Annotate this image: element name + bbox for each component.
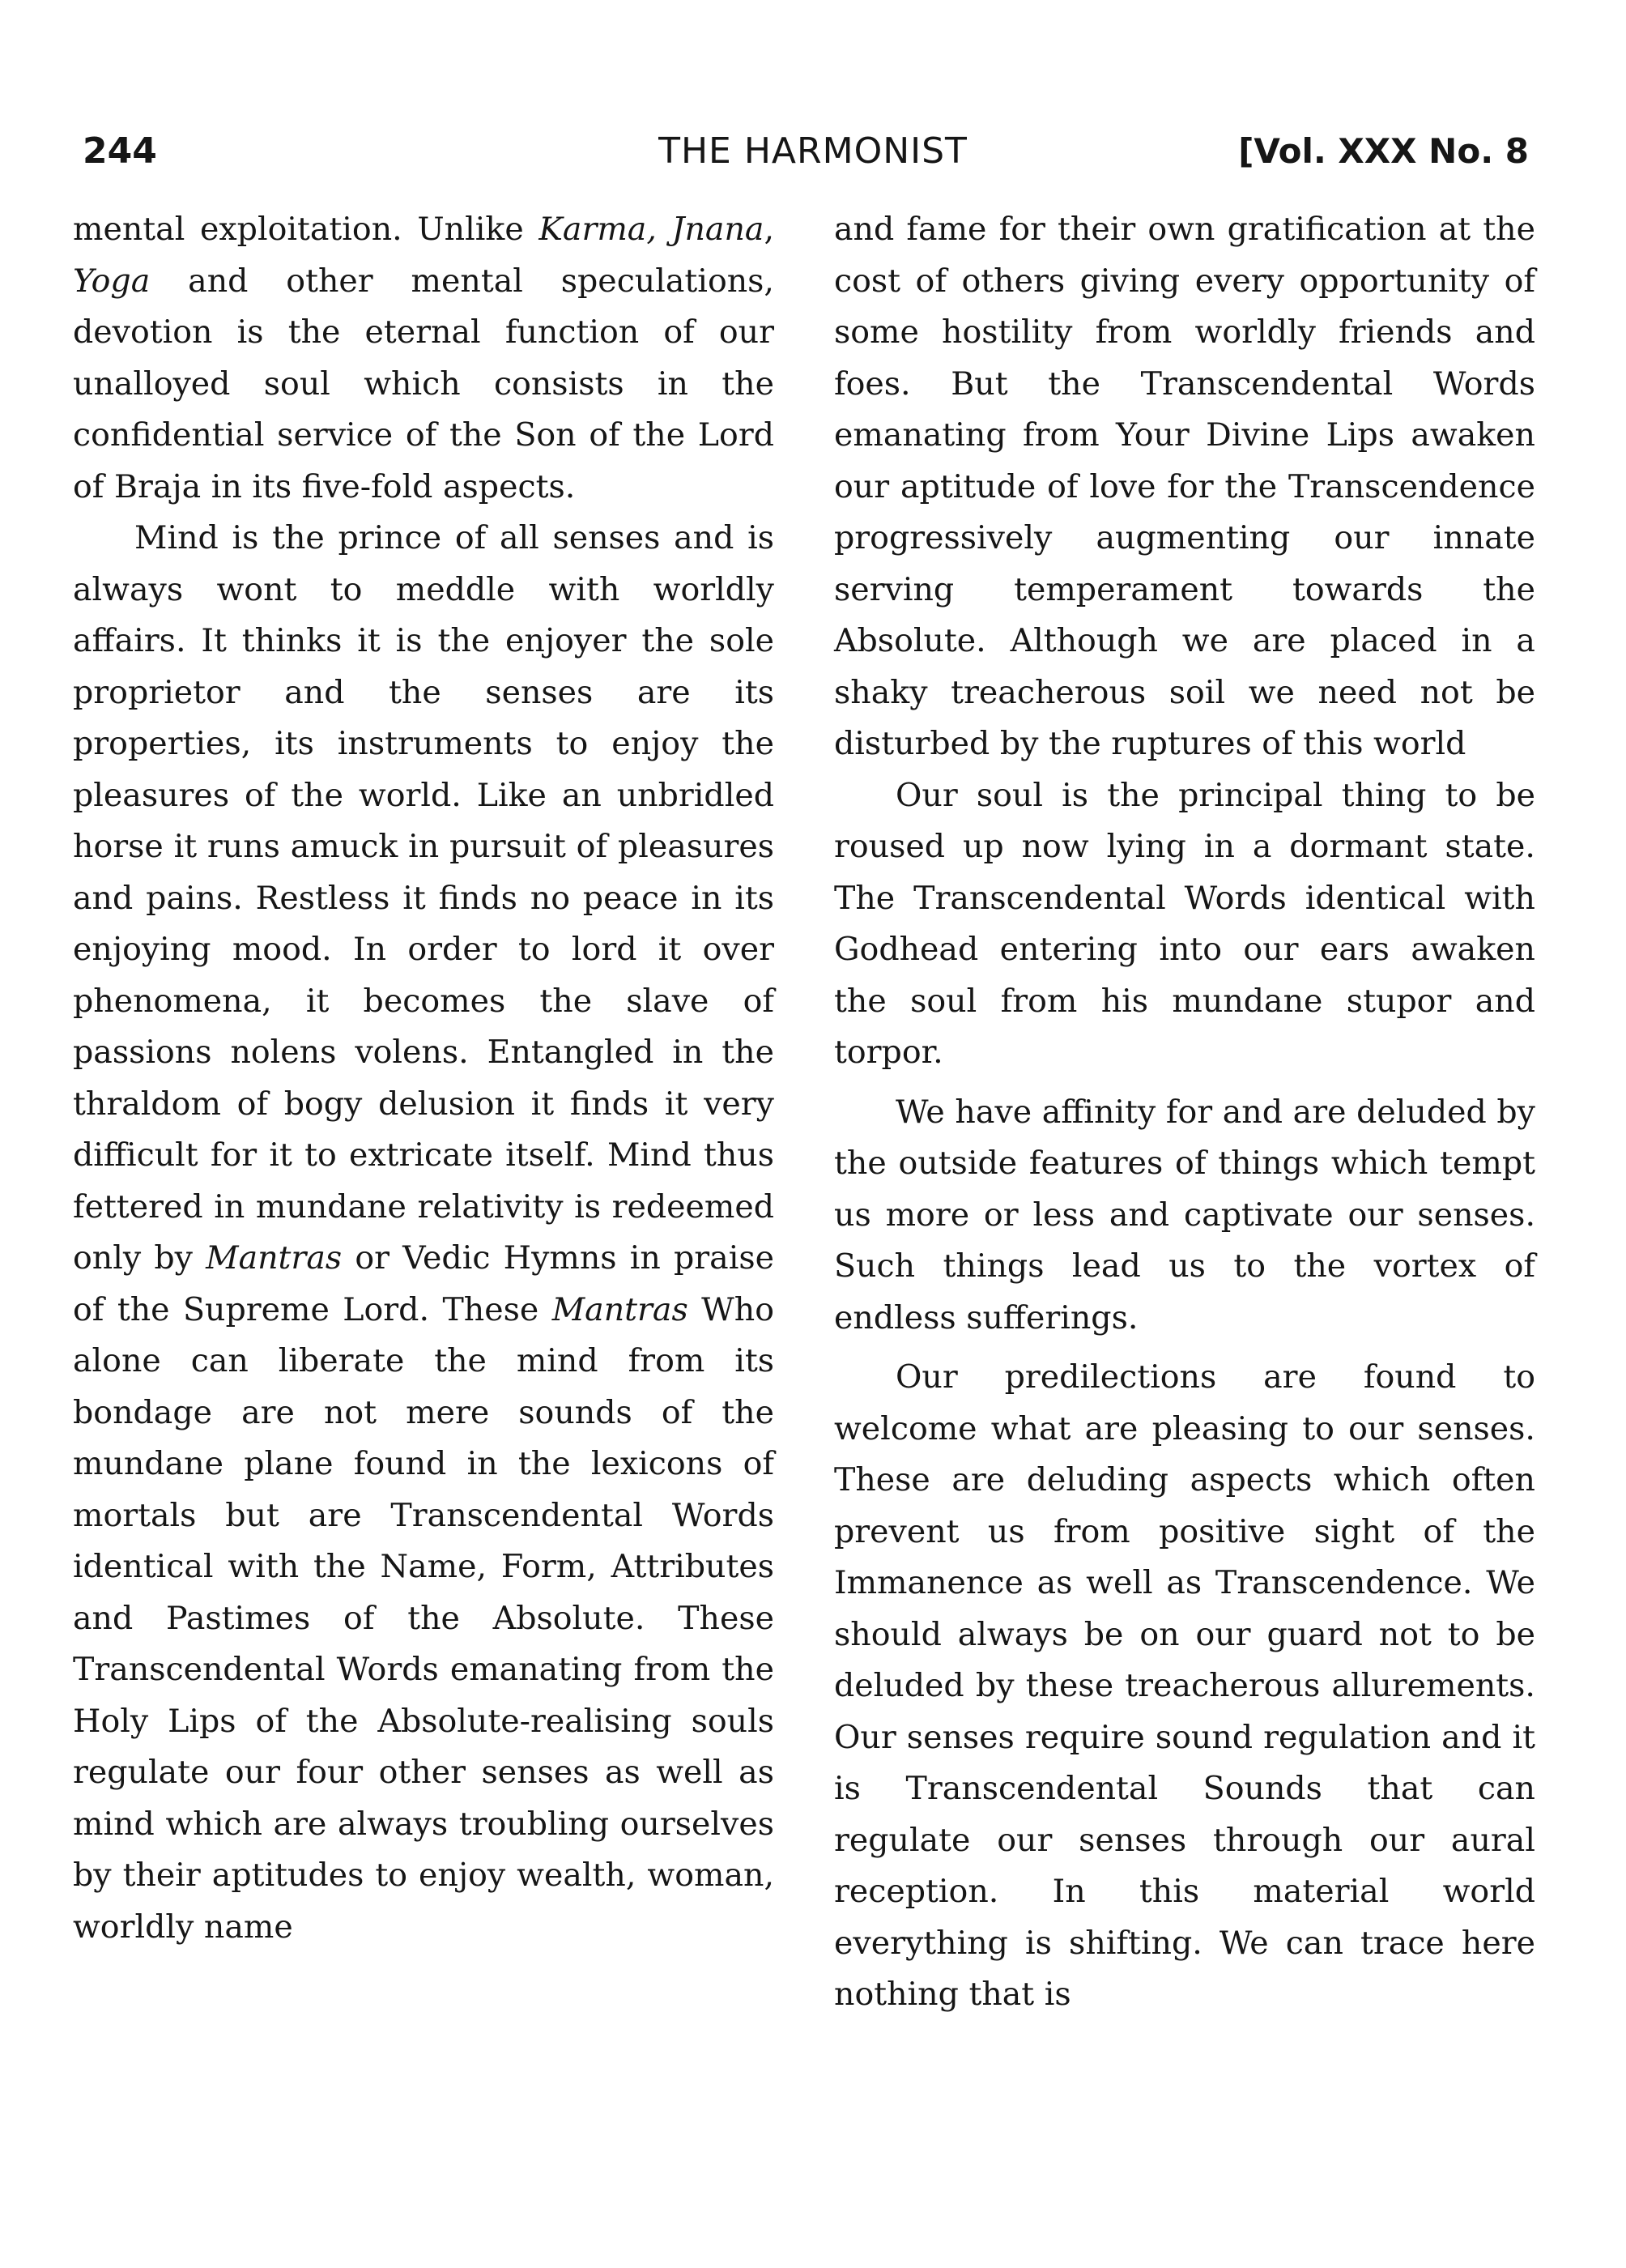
page-number: 244 — [83, 130, 157, 172]
paragraph-affinity: We have affinity for and are deluded by the outside features of things which tempt us more or less and captivate our senses. Such things lead us to the vortex of endless sufferings. — [834, 1093, 1535, 1336]
volume-issue: [Vol. XXX No. 8 — [1238, 131, 1529, 171]
paragraph-fame: and fame for their own gratification at the cost of others giving every opportunity of some hostility from worldly friends and foes. But the Transcendental Words emanating from Your Divine Lips awaken our aptitude of love for the Transcendence progressively augmenting our innate serving temperament towards the Absolute. Although we are placed in a shaky treacherous soil we need not be disturbed by the ruptures of this world — [834, 211, 1535, 762]
paragraph-soul: Our soul is the principal thing to be roused up now lying in a dormant state. The Transcendental Words identical with Godhead entering into our ears awaken the soul from his mundane stupor and torpor. — [834, 776, 1535, 1071]
right-column — [834, 204, 1535, 2021]
running-header — [0, 123, 1626, 180]
paragraph-devotion: mental exploitation. Unlike Karma, Jnana, Yoga and other mental speculations, devotion is the eternal function of our unalloyed soul which consists in the confidential service of the Son of the Lord of Braja in its five-fold aspects. — [73, 211, 775, 505]
paragraph-mind: Mind is the prince of all senses and is always wont to meddle with worldly affairs. It thinks it is the enjoyer the sole proprietor and the senses are its properties, its instruments to enjoy the pleasures of the world. Like an unbridled horse it runs amuck in pursuit of pleasures and pains. Restless it finds no peace in its enjoying mood. In order to lord it over phenomena, it becomes the slave of passions nolens volens. Entangled in the thraldom of bogy delusion it finds it very difficult for it to extricate itself. Mind thus fettered in mundane relativity is redeemed only by Mantras or Vedic Hymns in praise of the Supreme Lord. These Mantras Who alone can liberate the mind from its bondage are not mere sounds of the mundane plane found in the lexicons of mortals but are Transcendental Words identical with the Name, Form, Attributes and Pastimes of the Absolute. These Transcendental Words emanating from the Holy Lips of the Absolute-realising souls regulate our four other senses as well as mind which are always troubling ourselves by their aptitudes to enjoy wealth, woman, worldly name — [73, 519, 774, 1946]
left-column — [73, 204, 774, 1953]
paragraph-predilections: Our predilections are found to welcome what are pleasing to our senses. These are deluding aspects which often prevent us from positive sight of the Immanence as well as Transcendence. We should always be on our guard not to be deluded by these treacherous allurements. Our senses require sound regulation and it is Transcendental Sounds that can regulate our senses through our aural reception. In this material world everything is shifting. We can trace here nothing that is — [834, 1358, 1535, 2013]
journal-title: THE HARMONIST — [658, 130, 968, 172]
